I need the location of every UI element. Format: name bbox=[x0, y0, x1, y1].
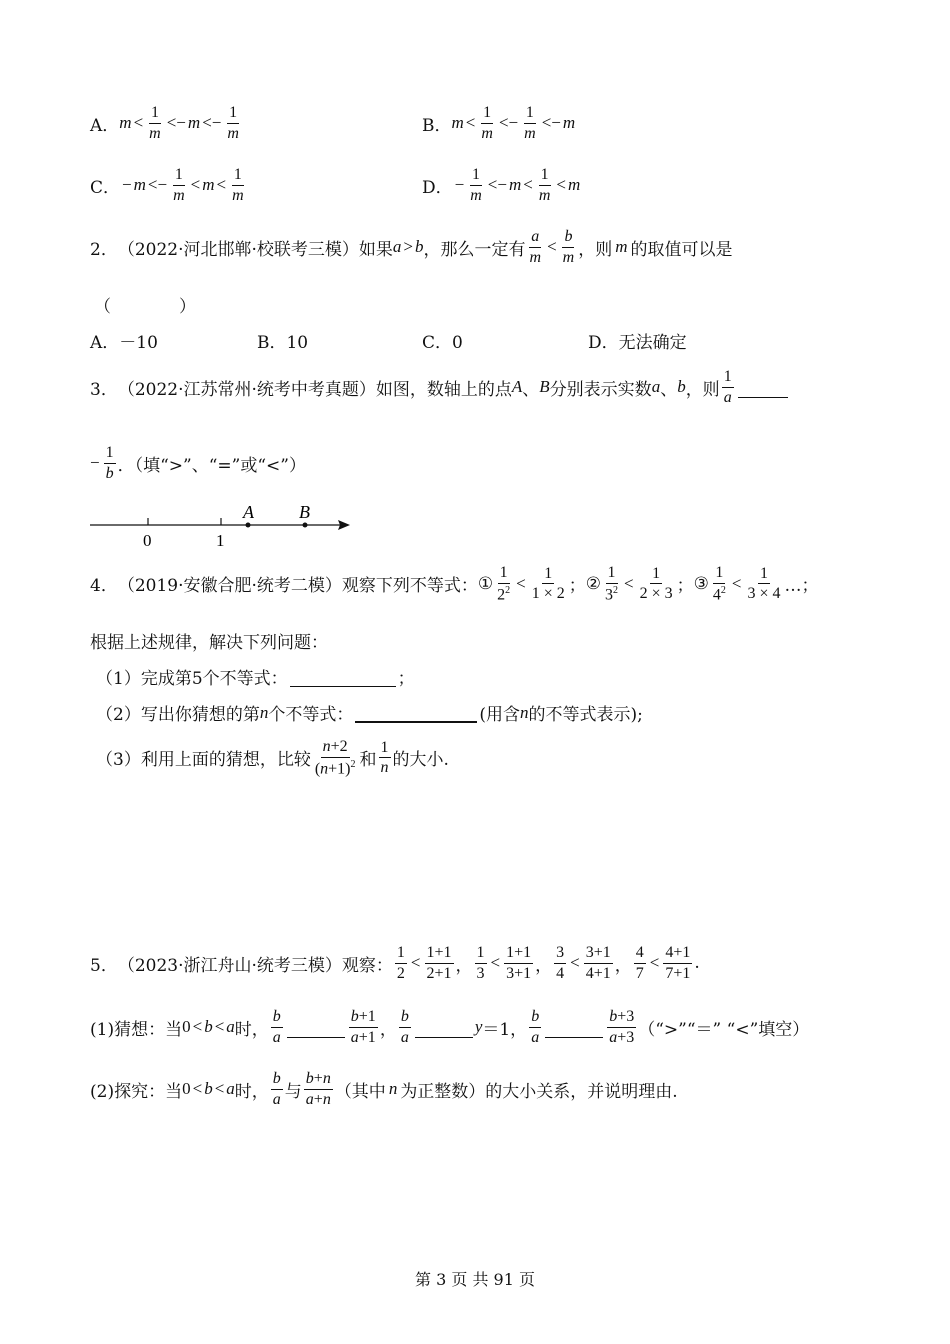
q4-part-2: （2）写出你猜想的第 n 个不等式： (用含 n 的不等式表示); bbox=[96, 702, 643, 725]
q2-option-c: C．0 bbox=[422, 333, 463, 353]
q4-intro: 根据上述规律，解决下列问题： bbox=[90, 633, 328, 653]
q2-option-b: B．10 bbox=[257, 333, 309, 353]
q2-option-d: D．无法确定 bbox=[588, 333, 687, 353]
q5-question: 5． （2023·浙江舟山·统考三模） 观察： $\frac{1}{2}$ < $\frac{1+1}{2+1}$ ， $\frac{1}{3}$ < $\frac{1+1}{3+1}$ ， $\frac{3}{4}$ < $\frac{3+1}{4+1}$ ， $\frac{4}{7}$ < $\frac{4+1}{7+1}$ . bbox=[90, 944, 700, 982]
q5-blank-1 bbox=[287, 1036, 345, 1038]
q1-option-d: D． − $\frac{1}{m}$ <− m < $\frac{1}{m}$ < m bbox=[422, 166, 581, 204]
q3-continuation: − $\frac{1}{b}$ ．（填“>”、“=”或“<”） bbox=[90, 444, 306, 482]
q1-option-a: A． m < $\frac{1}{m}$ <− m <− $\frac{1}{m}$ bbox=[90, 104, 239, 142]
q2-option-a: A．－10 bbox=[90, 333, 158, 353]
label-b: B bbox=[299, 502, 310, 522]
q5-blank-3 bbox=[545, 1036, 603, 1038]
q3-blank bbox=[738, 396, 788, 398]
q4-question: 4． （2019·安徽合肥·统考二模） 观察下列不等式： ① $\frac{1}{2^2}$ < $\frac{1}{1 \times 2}$ ； ② $\frac{1}{3^2}$ < $\frac{1}{2 \times 3}$ ； ③ $\frac{1}{4^2}$ < $\frac{1}{3 \times 4}$ …； bbox=[90, 564, 819, 603]
label-1: 1 bbox=[216, 531, 225, 550]
point-a bbox=[246, 523, 251, 528]
q1-option-b: B． m < $\frac{1}{m}$ <− $\frac{1}{m}$ <− m bbox=[422, 104, 576, 142]
q5-part-2: (2)探究：当 0 < b < a 时， $\frac{b}{a}$ 与 $\frac{b+n}{a+n}$ （其中 n 为正整数）的大小关系，并说明理由. bbox=[90, 1070, 678, 1108]
q4-p2-blank bbox=[355, 720, 477, 723]
label-0: 0 bbox=[143, 531, 152, 550]
page-footer: 第 3 页 共 91 页 bbox=[415, 1270, 535, 1289]
label-a: A bbox=[243, 502, 254, 522]
q5-part-1: (1)猜想：当 0 < b < a 时， $\frac{b}{a}$ $\frac{b+1}{a+1}$ ， $\frac{b}{a}$ y ＝1， $\frac{b}{a}$ $\frac{b+3}{a+3}$ （“>”“＝” “<”填空） bbox=[90, 1008, 810, 1046]
q4-part-3: （3）利用上面的猜想，比较 $\frac{n+2}{(n+1)^2}$ 和 $\frac{1}{n}$ 的大小. bbox=[96, 738, 449, 777]
point-b bbox=[303, 523, 308, 528]
q3-question: 3． （2022·江苏常州·统考中考真题） 如图，数轴上的点 A 、 B 分别表示实数 a 、 b ，则 $\frac{1}{a}$ bbox=[90, 368, 790, 406]
q4-part-1: （1）完成第5个不等式： ； bbox=[96, 669, 415, 689]
q4-p1-blank bbox=[290, 685, 396, 687]
q2-question: 2． （2022·河北邯郸·校联考三模） 如果 a > b ，那么一定有 $\frac{a}{m}$ < $\frac{b}{m}$ ，则 m 的取值可以是 bbox=[90, 228, 733, 266]
q3-number-line bbox=[88, 498, 358, 550]
q1-option-c: C． − m <− $\frac{1}{m}$ < m < $\frac{1}{m}$ bbox=[90, 166, 244, 204]
q5-blank-2 bbox=[415, 1036, 473, 1038]
q2-answer-paren: （ ） bbox=[94, 297, 196, 317]
